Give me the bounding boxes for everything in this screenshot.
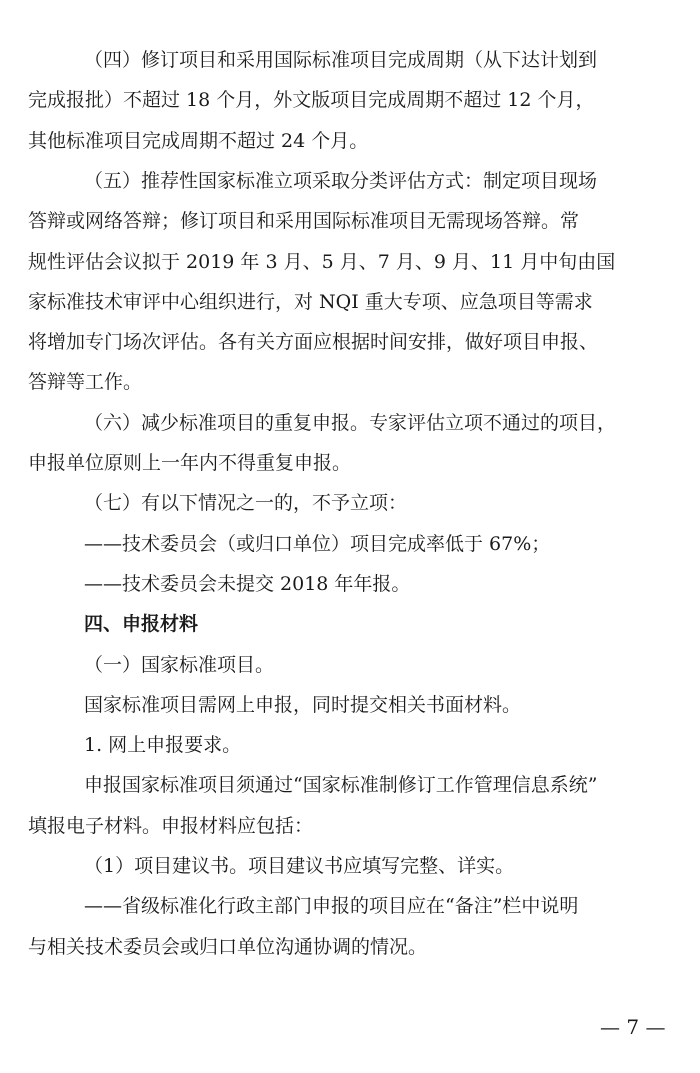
paragraph-line: ——省级标准化行政主部门申报的项目应在“备注”栏中说明 [84,895,579,917]
paragraph-line: ——技术委员会未提交 2018 年年报。 [84,573,411,595]
paragraph-line: 申报单位原则上一年内不得重复申报。 [28,452,352,474]
paragraph-line: （五）推荐性国家标准立项采取分类评估方式：制定项目现场 [84,170,598,192]
paragraph-line: 其他标准项目完成周期不超过 24 个月。 [28,130,369,152]
paragraph-line: 国家标准项目需网上申报，同时提交相关书面材料。 [84,694,522,716]
paragraph-line: 与相关技术委员会或归口单位沟通协调的情况。 [28,936,428,958]
paragraph-line: 家标准技术审评中心组织进行，对 NQI 重大专项、应急项目等需求 [28,291,593,313]
paragraph-line: 1. 网上申报要求。 [84,734,242,756]
paragraph-line: 申报国家标准项目须通过“国家标准制修订工作管理信息系统” [84,774,598,796]
paragraph-line: 完成报批）不超过 18 个月，外文版项目完成周期不超过 12 个月， [28,89,595,111]
paragraph-line: 规性评估会议拟于 2019 年 3 月、5 月、7 月、9 月、11 月中旬由国 [28,251,616,273]
paragraph-line: （七）有以下情况之一的，不予立项： [84,492,408,514]
section-heading: 四、申报材料 [84,613,199,635]
paragraph-line: 将增加专门场次评估。各有关方面应根据时间安排，做好项目申报、 [28,331,599,353]
paragraph-line: 填报电子材料。申报材料应包括： [28,815,314,837]
paragraph-line: （六）减少标准项目的重复申报。专家评估立项不通过的项目， [84,412,617,434]
page-number: — 7 — [600,1015,666,1039]
paragraph-line: （四）修订项目和采用国际标准项目完成周期（从下达计划到 [84,49,598,71]
paragraph-line: （1）项目建议书。项目建议书应填写完整、详实。 [84,855,515,877]
paragraph-line: ——技术委员会（或归口单位）项目完成率低于 67%； [84,533,551,555]
paragraph-line: 答辩或网络答辩；修订项目和采用国际标准项目无需现场答辩。常 [28,210,580,232]
paragraph-line: 答辩等工作。 [28,371,143,393]
paragraph-line: （一）国家标准项目。 [84,654,275,676]
